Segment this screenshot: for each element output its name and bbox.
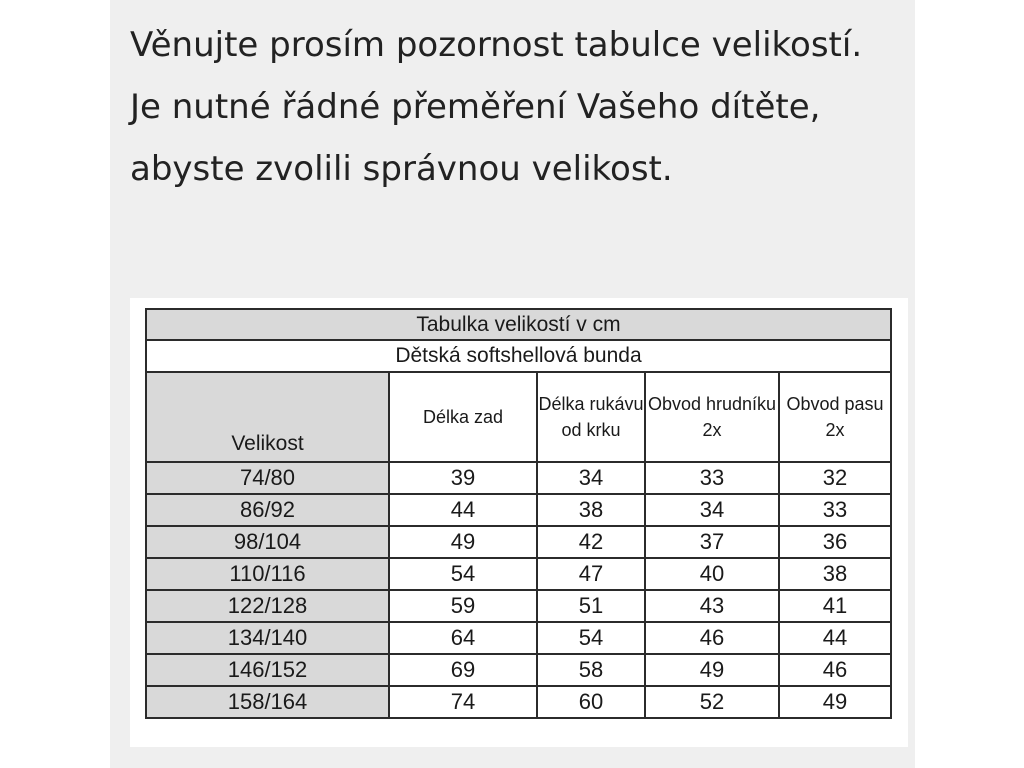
table-title: Tabulka velikostí v cm (146, 309, 891, 340)
measurement-cell: 51 (537, 590, 645, 622)
size-cell: 146/152 (146, 654, 389, 686)
table-row (146, 622, 891, 654)
size-table (145, 308, 892, 719)
size-cell: 110/116 (146, 558, 389, 590)
header-obvod-pasu: Obvod pasu 2x (779, 372, 891, 462)
size-cell: 122/128 (146, 590, 389, 622)
header-delka-zad: Délka zad (389, 372, 537, 462)
measurement-cell: 46 (645, 622, 779, 654)
header-velikost: Velikost (146, 372, 389, 462)
header-delka-rukavu: Délka rukávu od krku (537, 372, 645, 462)
size-cell: 86/92 (146, 494, 389, 526)
measurement-cell: 33 (779, 494, 891, 526)
measurement-cell: 58 (537, 654, 645, 686)
table-subtitle-row (146, 340, 891, 372)
table-row (146, 462, 891, 494)
measurement-cell: 42 (537, 526, 645, 558)
size-notice-text: Věnujte prosím pozornost tabulce velikostí. Je nutné řádné přeměření Vašeho dítěte, abyste zvolili správnou velikost. (130, 25, 863, 189)
table-row (146, 686, 891, 718)
measurement-cell: 46 (779, 654, 891, 686)
measurement-cell: 38 (537, 494, 645, 526)
content-panel (110, 0, 915, 768)
measurement-cell: 74 (389, 686, 537, 718)
measurement-cell: 49 (779, 686, 891, 718)
measurement-cell: 49 (389, 526, 537, 558)
table-row (146, 590, 891, 622)
measurement-cell: 54 (389, 558, 537, 590)
measurement-cell: 32 (779, 462, 891, 494)
table-row (146, 494, 891, 526)
measurement-cell: 49 (645, 654, 779, 686)
measurement-cell: 64 (389, 622, 537, 654)
size-cell: 158/164 (146, 686, 389, 718)
measurement-cell: 44 (389, 494, 537, 526)
measurement-cell: 38 (779, 558, 891, 590)
measurement-cell: 41 (779, 590, 891, 622)
size-table-image (130, 298, 908, 747)
measurement-cell: 44 (779, 622, 891, 654)
table-row (146, 526, 891, 558)
measurement-cell: 36 (779, 526, 891, 558)
measurement-cell: 34 (537, 462, 645, 494)
measurement-cell: 47 (537, 558, 645, 590)
size-cell: 134/140 (146, 622, 389, 654)
measurement-cell: 43 (645, 590, 779, 622)
measurement-cell: 69 (389, 654, 537, 686)
measurement-cell: 39 (389, 462, 537, 494)
table-row (146, 654, 891, 686)
measurement-cell: 54 (537, 622, 645, 654)
measurement-cell: 52 (645, 686, 779, 718)
measurement-cell: 37 (645, 526, 779, 558)
table-subtitle: Dětská softshellová bunda (146, 340, 891, 372)
table-row (146, 558, 891, 590)
size-cell: 98/104 (146, 526, 389, 558)
measurement-cell: 34 (645, 494, 779, 526)
measurement-cell: 40 (645, 558, 779, 590)
table-title-row (146, 309, 891, 340)
table-header-row (146, 372, 891, 462)
measurement-cell: 59 (389, 590, 537, 622)
size-cell: 74/80 (146, 462, 389, 494)
measurement-cell: 33 (645, 462, 779, 494)
measurement-cell: 60 (537, 686, 645, 718)
header-obvod-hrudniku: Obvod hrudníku 2x (645, 372, 779, 462)
